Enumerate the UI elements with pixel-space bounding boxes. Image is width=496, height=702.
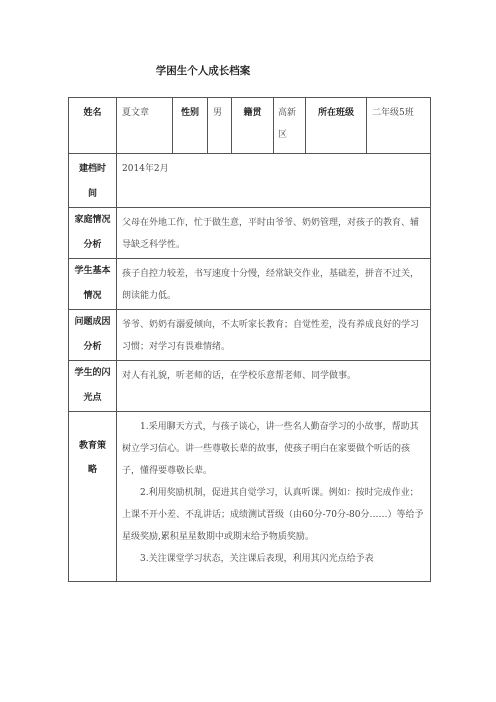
growth-record-table [68, 97, 431, 582]
strategy-row [69, 412, 431, 582]
shine-value: 对人有礼貌，听老师的话，在学校乐意帮老师、同学做事。 [117, 361, 431, 412]
shine-row [69, 361, 431, 412]
cause-value: 爷爷、奶奶有溺爱倾向，不太听家长教育；自觉性差，没有养成良好的学习习惯；对学习有畏难情绪。 [117, 310, 431, 361]
created-label: 建档时间 [69, 154, 117, 208]
header-row [69, 98, 431, 154]
strategy-paragraph-3: 3.关注课堂学习状态，关注课后表现，利用其闪光点给予表 [140, 554, 374, 564]
name-value: 夏文章 [117, 98, 173, 154]
strategy-label: 教育策略 [69, 412, 117, 582]
family-value: 父母在外地工作，忙于做生意，平时由爷爷、奶奶管理，对孩子的教育、辅导缺乏科学性。 [117, 208, 431, 259]
gender-label: 性别 [173, 98, 208, 154]
name-label: 姓名 [69, 98, 117, 154]
cause-label: 问题成因分析 [69, 310, 117, 361]
family-label: 家庭情况分析 [69, 208, 117, 259]
origin-label: 籍贯 [232, 98, 274, 154]
gender-value: 男 [208, 98, 232, 154]
cause-row [69, 310, 431, 361]
class-label: 所在班级 [306, 98, 367, 154]
strategy-paragraph-2: 2.利用奖励机制，促进其自觉学习，认真听课。例如：按时完成作业；上课不开小差、不乱讲话；成绩测试晋级（由60分-70分-80分……）等给予星级奖励,累积星星数期中或期末给予物质奖励。 [122, 488, 424, 542]
family-row [69, 208, 431, 259]
created-value: 2014年2月 [117, 154, 431, 208]
shine-label: 学生的闪光点 [69, 361, 117, 412]
class-value: 二年级5班 [367, 98, 431, 154]
document-title: 学困生个人成长档案 [155, 65, 251, 77]
strategy-value [117, 412, 431, 582]
basic-row [69, 259, 431, 310]
origin-value: 高新区 [274, 98, 306, 154]
basic-value: 孩子自控力较差，书写速度十分慢，经常缺交作业，基础差，拼音不过关，朗读能力低。 [117, 259, 431, 310]
basic-label: 学生基本情况 [69, 259, 117, 310]
strategy-paragraph-1: 1.采用聊天方式，与孩子谈心，讲一些名人勤奋学习的小故事，帮助其树立学习信心。讲一些尊敬长辈的故事，使孩子明白在家要做个听话的孩子，懂得要尊敬长辈。 [122, 422, 419, 476]
created-row [69, 154, 431, 208]
